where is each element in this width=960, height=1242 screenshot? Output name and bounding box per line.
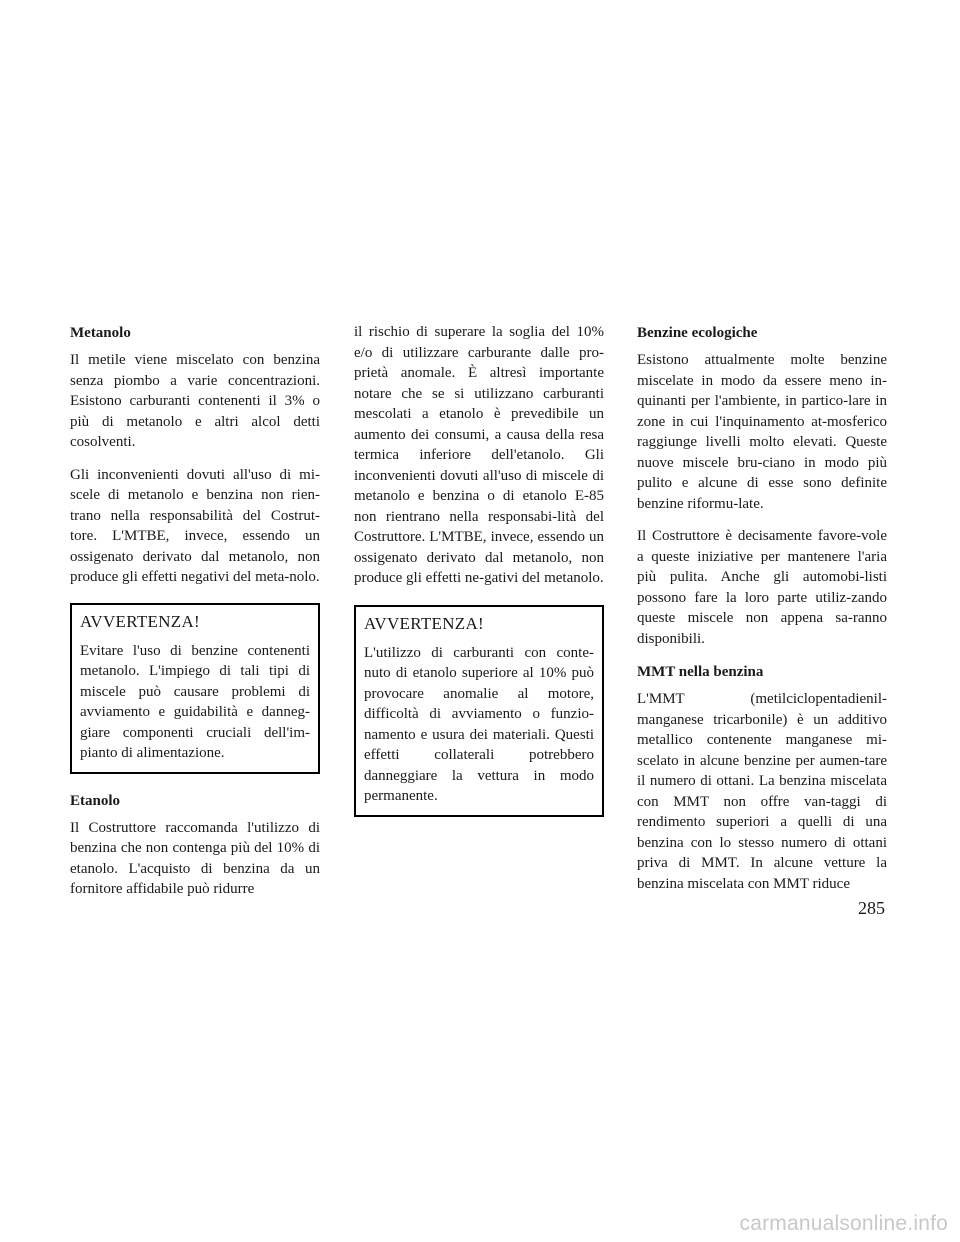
paragraph-metanolo-intro: Il metile viene miscelato con benzina senza piombo a varie concentrazioni. Esistono carburanti contenenti il 3% o più di metanolo e altri alcol detti cosolventi. [70,352,320,450]
paragraph-metanolo-responsibility: Gli inconvenienti dovuti all'uso di mi-scele di metanolo e benzina non rien-trano nella responsabilità del Costrut-tore. L'MTBE, invece, essendo un ossigenato derivato dal metanolo, non produce gli effetti negativi del meta-nolo. [70,466,320,585]
warning-box-metanolo [70,603,320,774]
heading-benzine-ecologiche: Benzine ecologiche [637,325,758,341]
column-1 [70,322,320,912]
paragraph-benzine-ecologiche: Esistono attualmente molte benzine miscelate in modo da essere meno in-quinanti per l'ambiente, in partico-lare in zone in cui l'inquinamento at-mosferico raggiunge livelli molto elevati. Queste nuove miscele bru-ciano in modo più pulito e alcune di esse sono definite benzine riformu-late. [637,352,887,512]
paragraph-etanolo-continued: il rischio di superare la soglia del 10% e/o di utilizzare carburante dalle pro-prietà anomale. È altresì importante notare che se si utilizzano carburanti mescolati a etanolo è prevedibile un aumento dei consumi, a causa della resa termica inferiore dell'etanolo. Gli inconvenienti dovuti all'uso di miscele di metanolo e benzina o di etanolo E-85 non rientrano nella responsabi-lità del Costruttore. L'MTBE, invece, essendo un ossigenato derivato dal metanolo, non produce gli effetti ne-gativi del metanolo. [354,324,604,586]
heading-mmt: MMT nella benzina [637,664,764,680]
warning-box-etanolo [354,605,604,817]
watermark: carmanualsonline.info [739,1212,948,1235]
heading-etanolo: Etanolo [70,792,121,809]
page-number: 285 [858,898,885,918]
warning-title: AVVERTENZA! [364,613,485,633]
heading-metanolo: Metanolo [70,325,131,341]
paragraph-costruttore: Il Costruttore è decisamente favore-vole a queste iniziative per mantenere l'aria più pulita. Anche gli automobi-listi possono fare la loro parte utiliz-zando queste miscele non appena sa-ranno disponibili. [637,528,887,647]
warning-title: AVVERTENZA! [80,611,201,631]
warning-text: L'utilizzo di carburanti con conte-nuto di etanolo superiore al 10% può provocare anomalie al motore, difficoltà di avviamento o funzio-namento e usura dei materiali. Questi effetti collaterali potrebbero danneggiare la vettura in modo permanente. [364,644,594,804]
column-3 [637,322,887,906]
paragraph-etanolo: Il Costruttore raccomanda l'utilizzo di benzina che non contenga più del 10% di etanolo. L'acquisto di benzina da un fornitore affidabile può ridurre [70,819,320,897]
warning-text: Evitare l'uso di benzine contenenti metanolo. L'impiego di tali tipi di miscele può causare problemi di avviamento e guidabilità e danneg-giare componenti cruciali dell'im-pianto di alimentazione. [80,642,310,761]
paragraph-mmt: L'MMT (metilciclopentadienil-manganese tricarbonile) è un additivo metallico contenente manganese mi-scelato in alcune benzine per aumen-tare il numero di ottani. La benzina miscelata con MMT non offre van-taggi di rendimento superiori a quelli di una benzina con lo stesso numero di ottani priva di MMT. In alcune vetture la benzina miscelata con MMT riduce [637,691,887,892]
column-2 [354,322,604,833]
